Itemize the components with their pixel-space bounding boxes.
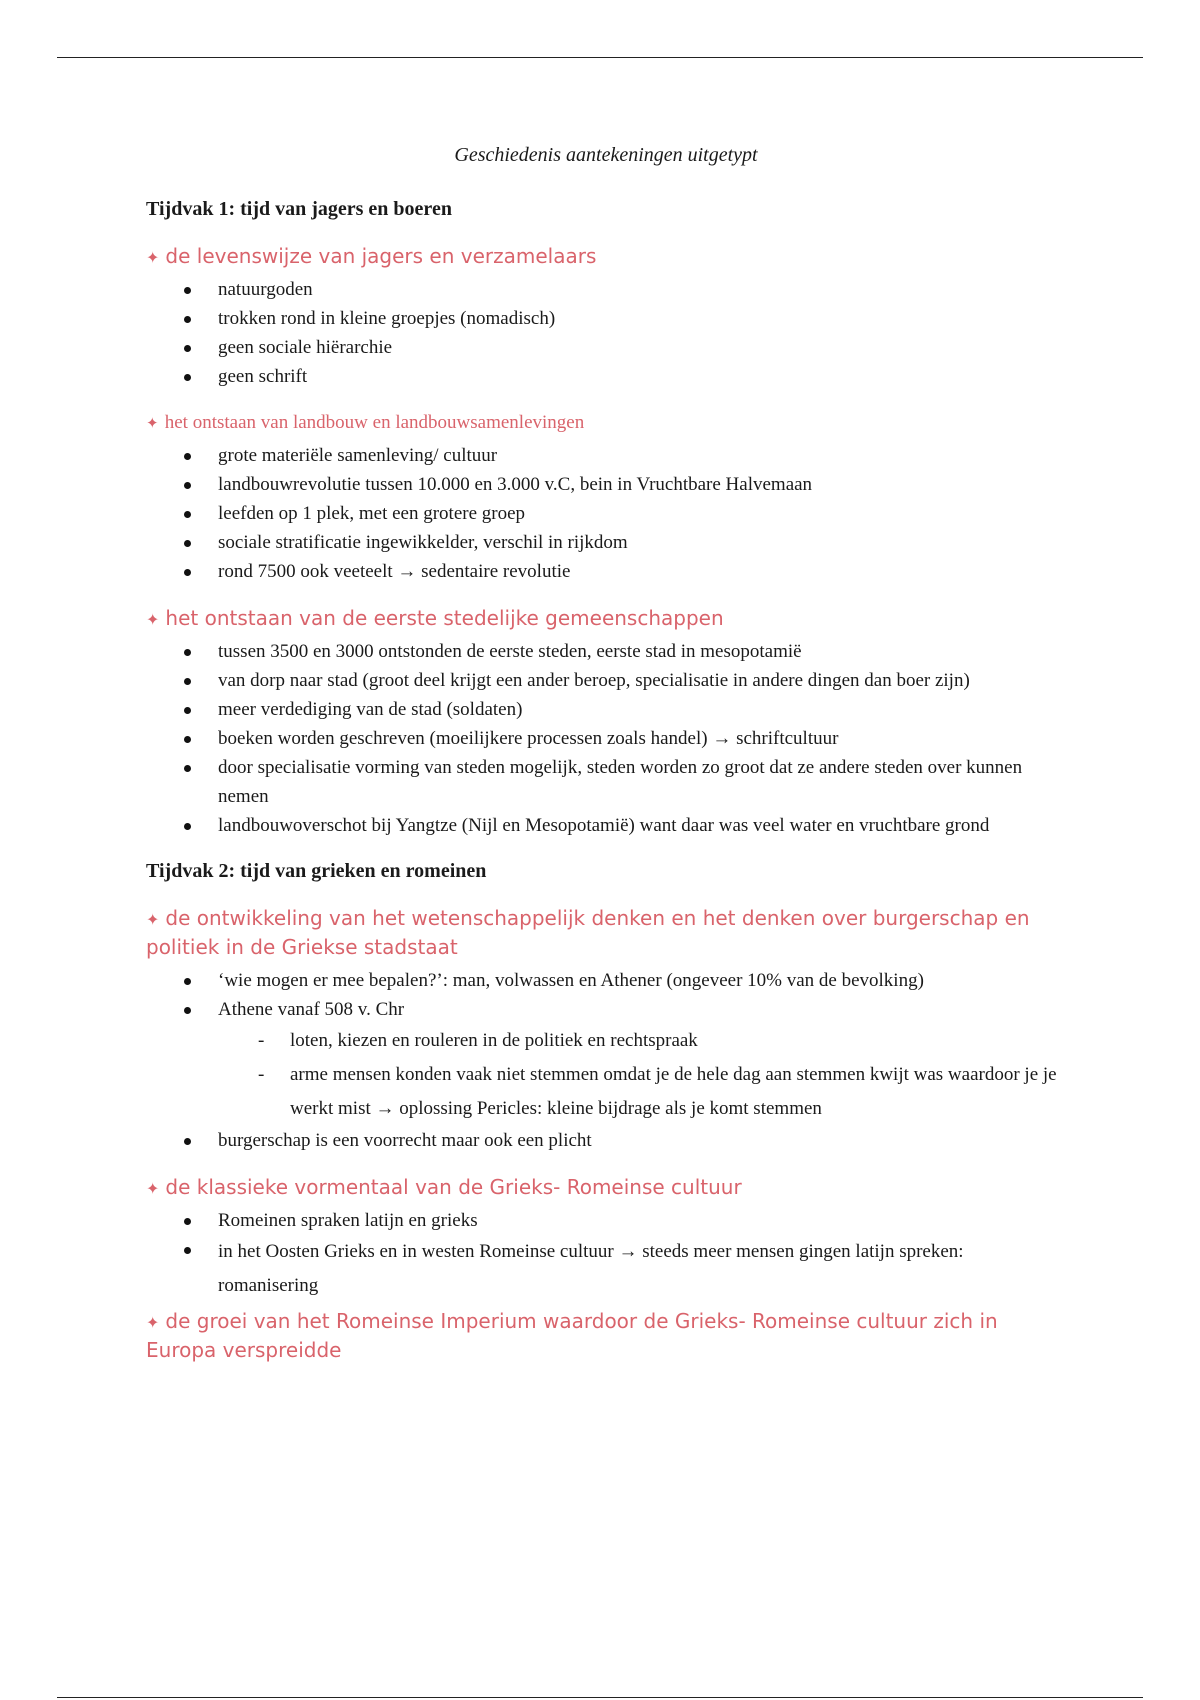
list-item-text: geen schrift bbox=[218, 366, 308, 387]
bullet-list bbox=[146, 1206, 1066, 1303]
topic-title: het ontstaan van landbouw en landbouwsamenlevingen bbox=[164, 412, 585, 433]
list-item bbox=[146, 1206, 1066, 1235]
topic-heading bbox=[146, 904, 1066, 962]
bullet-icon bbox=[184, 649, 191, 656]
list-item bbox=[146, 275, 1066, 304]
sub-list-item bbox=[218, 1058, 1066, 1126]
star-icon: ✦ bbox=[146, 248, 160, 267]
list-item bbox=[146, 470, 1066, 499]
list-item-text: natuurgoden bbox=[218, 279, 313, 300]
list-item-text: meer verdediging van de stad (soldaten) bbox=[218, 698, 523, 720]
list-item-text: rond 7500 ook veeteelt → sedentaire revolutie bbox=[218, 560, 571, 582]
section-heading-tijdvak-2: Tijdvak 2: tijd van grieken en romeinen bbox=[146, 859, 487, 882]
list-item bbox=[146, 1126, 1066, 1155]
bullet-icon bbox=[184, 1007, 191, 1014]
bullet-icon bbox=[184, 765, 191, 772]
star-icon: ✦ bbox=[146, 609, 160, 629]
topic-heading bbox=[146, 1307, 1066, 1365]
list-item bbox=[146, 304, 1066, 333]
list-item-text: geen sociale hiërarchie bbox=[218, 337, 393, 358]
list-item-text: ‘wie mogen er mee bepalen?’: man, volwassen en Athener (ongeveer 10% van de bevolking) bbox=[218, 969, 924, 991]
list-item-text: trokken rond in kleine groepjes (nomadisch) bbox=[218, 308, 556, 329]
bullet-icon bbox=[184, 453, 191, 460]
document-body bbox=[146, 142, 1066, 1369]
dash-icon: - bbox=[258, 1063, 265, 1085]
list-item bbox=[146, 695, 1066, 724]
topic-heading bbox=[146, 242, 1066, 271]
topic-heading bbox=[146, 409, 1066, 437]
topic-title: de ontwikkeling van het wetenschappelijk denken en het denken over burgerschap en politiek in de Griekse stadstaat bbox=[146, 905, 1030, 959]
bullet-icon bbox=[184, 1138, 191, 1145]
list-item bbox=[146, 528, 1066, 557]
bullet-icon bbox=[184, 569, 191, 576]
bullet-list bbox=[146, 966, 1066, 1155]
list-item bbox=[146, 724, 1066, 753]
list-item-text: sociale stratificatie ingewikkelder, verschil in rijkdom bbox=[218, 531, 628, 553]
bullet-icon bbox=[184, 707, 191, 714]
list-item-text: landbouwrevolutie tussen 10.000 en 3.000 v.C, bein in Vruchtbare Halvemaan bbox=[218, 473, 813, 495]
list-item bbox=[146, 441, 1066, 470]
bullet-list bbox=[146, 637, 1066, 840]
list-item-text: door specialisatie vorming van steden mogelijk, steden worden zo groot dat ze andere steden over kunnen nemen bbox=[218, 756, 1023, 807]
list-item bbox=[146, 1235, 1066, 1303]
document-title: Geschiedenis aantekeningen uitgetypt bbox=[454, 144, 758, 166]
topic-title: de groei van het Romeinse Imperium waardoor de Grieks- Romeinse cultuur zich in Europa verspreidde bbox=[146, 1308, 998, 1362]
sub-list-item bbox=[218, 1024, 1066, 1058]
bullet-icon bbox=[184, 482, 191, 489]
bullet-icon bbox=[184, 316, 191, 323]
topic-title: het ontstaan van de eerste stedelijke gemeenschappen bbox=[165, 605, 724, 630]
section-heading-tijdvak-1: Tijdvak 1: tijd van jagers en boeren bbox=[146, 198, 452, 220]
top-rule bbox=[57, 57, 1143, 58]
topic-heading bbox=[146, 604, 1066, 633]
list-item bbox=[146, 333, 1066, 362]
bullet-icon bbox=[184, 511, 191, 518]
list-item-text: burgerschap is een voorrecht maar ook een plicht bbox=[218, 1129, 592, 1151]
list-item bbox=[146, 995, 1066, 1126]
bullet-icon bbox=[184, 678, 191, 685]
list-item-text: tussen 3500 en 3000 ontstonden de eerste steden, eerste stad in mesopotamië bbox=[218, 640, 802, 662]
topic-title: de levenswijze van jagers en verzamelaars bbox=[165, 244, 597, 268]
bullet-icon bbox=[184, 540, 191, 547]
dash-icon: - bbox=[258, 1029, 265, 1051]
sub-list-item-text: loten, kiezen en rouleren in de politiek en rechtspraak bbox=[290, 1029, 698, 1051]
list-item bbox=[146, 811, 1066, 840]
star-icon: ✦ bbox=[146, 1178, 160, 1198]
list-item-text: grote materiële samenleving/ cultuur bbox=[218, 444, 498, 466]
list-item bbox=[146, 637, 1066, 666]
bullet-icon bbox=[184, 823, 191, 830]
list-item-text: van dorp naar stad (groot deel krijgt een ander beroep, specialisatie in andere dingen dan boer zijn) bbox=[218, 669, 970, 691]
list-item bbox=[146, 499, 1066, 528]
list-item-text: boeken worden geschreven (moeilijkere processen zoals handel) → schriftcultuur bbox=[218, 727, 839, 749]
bottom-rule bbox=[57, 1697, 1143, 1698]
star-icon: ✦ bbox=[146, 1312, 160, 1332]
topic-heading bbox=[146, 1173, 1066, 1202]
list-item-text: Athene vanaf 508 v. Chr bbox=[218, 998, 405, 1020]
star-icon: ✦ bbox=[146, 415, 159, 432]
list-item-text: Romeinen spraken latijn en grieks bbox=[218, 1209, 478, 1231]
bullet-icon bbox=[184, 287, 191, 294]
bullet-icon bbox=[184, 1247, 191, 1254]
list-item bbox=[146, 753, 1066, 811]
bullet-icon bbox=[184, 978, 191, 985]
list-item bbox=[146, 966, 1066, 995]
bullet-icon bbox=[184, 345, 191, 352]
star-icon: ✦ bbox=[146, 909, 160, 929]
sub-list bbox=[218, 1024, 1066, 1126]
bullet-icon bbox=[184, 1218, 191, 1225]
bullet-icon bbox=[184, 374, 191, 381]
list-item bbox=[146, 362, 1066, 391]
list-item bbox=[146, 557, 1066, 586]
bullet-list bbox=[146, 275, 1066, 391]
topic-title: de klassieke vormentaal van de Grieks- Romeinse cultuur bbox=[165, 1174, 742, 1199]
list-item-text: leefden op 1 plek, met een grotere groep bbox=[218, 502, 526, 524]
list-item bbox=[146, 666, 1066, 695]
sub-list-item-text: arme mensen konden vaak niet stemmen omdat je de hele dag aan stemmen kwijt was waardoor je je werkt mist → oplossing Pericles: kleine bijdrage als je komt stemmen bbox=[290, 1063, 1057, 1119]
list-item-text: in het Oosten Grieks en in westen Romeinse cultuur → steeds meer mensen gingen latijn spreken: romanisering bbox=[218, 1240, 964, 1296]
bullet-list bbox=[146, 441, 1066, 586]
bullet-icon bbox=[184, 736, 191, 743]
list-item-text: landbouwoverschot bij Yangtze (Nijl en Mesopotamië) want daar was veel water en vruchtbare grond bbox=[218, 814, 990, 836]
